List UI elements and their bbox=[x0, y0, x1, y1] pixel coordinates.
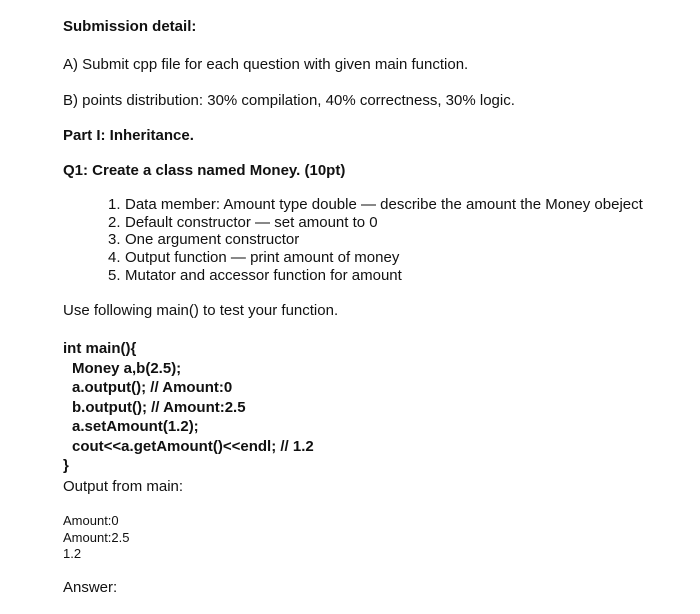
requirement-item: 5. Mutator and accessor function for amount bbox=[108, 266, 402, 284]
output-line: Amount:0 bbox=[63, 513, 119, 528]
code-line: Money a,b(2.5); bbox=[72, 359, 182, 377]
requirements-list bbox=[108, 196, 643, 285]
use-main-instruction: Use following main() to test your function. bbox=[63, 302, 339, 319]
requirement-item: 3. One argument constructor bbox=[108, 231, 300, 249]
answer-label: Answer: bbox=[63, 579, 118, 596]
code-line: int main(){ bbox=[63, 340, 137, 357]
main-code-block bbox=[63, 339, 314, 476]
requirement-item: 2. Default constructor — set amount to 0 bbox=[108, 213, 378, 231]
output-line: 1.2 bbox=[63, 546, 82, 561]
submission-point-a: A) Submit cpp file for each question with given main function. bbox=[63, 56, 469, 73]
requirement-item: 4. Output function — print amount of money bbox=[108, 249, 400, 267]
output-line: Amount:2.5 bbox=[63, 529, 130, 545]
code-line: cout<<a.getAmount()<<endl; // 1.2 bbox=[72, 437, 314, 455]
code-line: a.setAmount(1.2); bbox=[72, 418, 199, 435]
code-line: } bbox=[63, 457, 69, 474]
submission-point-b: B) points distribution: 30% compilation, 40% correctness, 30% logic. bbox=[63, 92, 515, 109]
output-lines bbox=[63, 513, 130, 563]
code-line: b.output(); // Amount:2.5 bbox=[72, 398, 246, 416]
code-line: a.output(); // Amount:0 bbox=[72, 379, 233, 396]
output-label: Output from main: bbox=[63, 478, 184, 495]
submission-heading: Submission detail: bbox=[63, 18, 197, 35]
requirement-item: 1. Data member: Amount type double — describe the amount the Money obeject bbox=[108, 196, 643, 213]
question-title: Q1: Create a class named Money. (10pt) bbox=[63, 162, 346, 179]
part-title: Part I: Inheritance. bbox=[63, 127, 194, 144]
